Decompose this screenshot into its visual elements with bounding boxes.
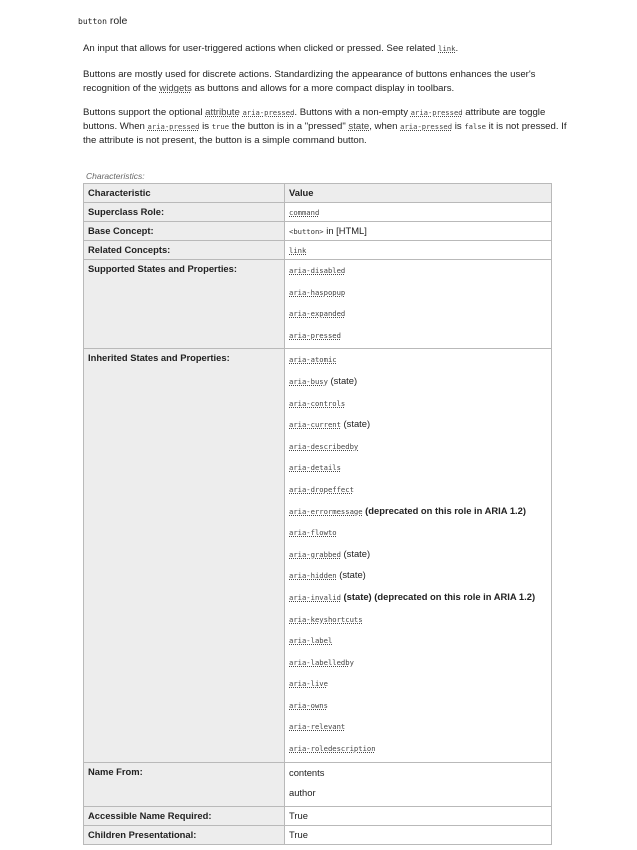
base-concept-text: in [HTML] bbox=[323, 225, 367, 236]
list-item bbox=[289, 371, 547, 393]
property-code: aria-keyshortcuts bbox=[289, 614, 363, 624]
buttons-usage-paragraph bbox=[83, 68, 568, 96]
list-item bbox=[289, 630, 547, 652]
para3-text: the button is in a "pressed" bbox=[229, 120, 349, 132]
row-value-inherited bbox=[285, 349, 552, 762]
property-link[interactable] bbox=[289, 656, 354, 667]
column-header-characteristic: Characteristic bbox=[84, 184, 285, 203]
para3-text: is bbox=[199, 120, 212, 132]
table-row bbox=[84, 203, 552, 222]
list-item bbox=[289, 393, 547, 415]
row-label-supported: Supported States and Properties: bbox=[84, 260, 285, 349]
table-row bbox=[84, 806, 552, 825]
column-header-value: Value bbox=[285, 184, 552, 203]
property-link[interactable] bbox=[289, 440, 358, 451]
row-label-related: Related Concepts: bbox=[84, 241, 285, 260]
table-header-row bbox=[84, 184, 552, 203]
property-code: aria-flowto bbox=[289, 528, 337, 538]
property-code: aria-busy bbox=[289, 376, 328, 386]
property-code: aria-labelledby bbox=[289, 657, 354, 667]
property-link[interactable] bbox=[289, 677, 328, 688]
list-item bbox=[289, 522, 547, 544]
table-row bbox=[84, 222, 552, 241]
property-note: (state) bbox=[340, 547, 371, 559]
row-value-superclass bbox=[285, 203, 552, 222]
property-link[interactable] bbox=[289, 634, 332, 645]
property-link[interactable] bbox=[289, 526, 337, 537]
table-caption: Characteristics: bbox=[86, 171, 145, 181]
row-value-name-from bbox=[285, 762, 552, 806]
list-item bbox=[289, 565, 547, 587]
list-item bbox=[289, 652, 547, 674]
property-link[interactable] bbox=[289, 286, 345, 297]
list-item bbox=[289, 260, 547, 282]
list-item bbox=[289, 544, 547, 566]
para3-text: Buttons support the optional bbox=[83, 107, 206, 118]
link-role-link[interactable] bbox=[438, 43, 455, 54]
aria-pressed-link[interactable] bbox=[148, 121, 200, 132]
list-item bbox=[289, 414, 547, 436]
property-note: (state) bbox=[340, 418, 371, 430]
property-link[interactable] bbox=[289, 505, 363, 516]
property-link[interactable] bbox=[289, 329, 341, 340]
property-code: aria-haspopup bbox=[289, 287, 346, 297]
list-item bbox=[289, 609, 547, 631]
property-code: aria-hidden bbox=[289, 571, 337, 581]
related-link-role[interactable] bbox=[289, 244, 306, 255]
property-code: aria-relevant bbox=[289, 722, 346, 732]
property-link[interactable] bbox=[289, 591, 341, 602]
link-code: link bbox=[289, 246, 307, 255]
property-note: (deprecated on this role in ARIA 1.2) bbox=[362, 504, 526, 516]
property-code: aria-owns bbox=[289, 700, 328, 710]
list-item bbox=[289, 436, 547, 458]
property-code: aria-describedby bbox=[289, 441, 359, 451]
aria-pressed-code: aria-pressed bbox=[242, 108, 295, 117]
row-label-base-concept: Base Concept: bbox=[84, 222, 285, 241]
property-code: aria-current bbox=[289, 420, 341, 430]
title-code: button bbox=[78, 17, 107, 26]
row-value-children-presentational: True bbox=[285, 825, 552, 844]
property-link[interactable] bbox=[289, 569, 337, 580]
property-code: aria-roledescription bbox=[289, 744, 376, 754]
property-code: aria-controls bbox=[289, 398, 346, 408]
property-link[interactable] bbox=[289, 483, 354, 494]
state-link[interactable]: state bbox=[348, 120, 370, 132]
list-item bbox=[289, 738, 547, 760]
table-row bbox=[84, 349, 552, 762]
link-role-code: link bbox=[438, 44, 456, 53]
row-label-children-presentational: Children Presentational: bbox=[84, 825, 285, 844]
property-code: aria-invalid bbox=[289, 592, 341, 602]
property-code: aria-expanded bbox=[289, 309, 346, 319]
aria-pressed-code: aria-pressed bbox=[147, 121, 200, 131]
row-value-related bbox=[285, 241, 552, 260]
property-code: aria-details bbox=[289, 463, 341, 473]
characteristics-table bbox=[83, 183, 552, 845]
intro-text: An input that allows for user-triggered actions when clicked or pressed. See related bbox=[83, 43, 439, 54]
property-link[interactable] bbox=[289, 375, 328, 386]
property-link[interactable] bbox=[289, 742, 376, 753]
list-item bbox=[289, 695, 547, 717]
para3-text: it is not pressed. If the attribute is not present, the button is a simple command button. bbox=[83, 120, 567, 146]
property-link[interactable] bbox=[289, 720, 345, 731]
property-code: aria-dropeffect bbox=[289, 484, 354, 494]
para3-text: . Buttons with a non-empty bbox=[294, 107, 411, 118]
table-row bbox=[84, 825, 552, 844]
command-code: command bbox=[289, 208, 320, 217]
false-code: false bbox=[464, 121, 486, 131]
page-title bbox=[78, 14, 127, 29]
table-row bbox=[84, 260, 552, 349]
property-code: aria-errormessage bbox=[289, 506, 363, 516]
row-label-superclass: Superclass Role: bbox=[84, 203, 285, 222]
table-row bbox=[84, 762, 552, 806]
intro-end: . bbox=[455, 43, 459, 54]
widgets-link[interactable]: widgets bbox=[159, 82, 192, 94]
property-code: aria-label bbox=[289, 636, 333, 646]
aria-pressed-code: aria-pressed bbox=[400, 121, 453, 131]
property-code: aria-atomic bbox=[289, 355, 337, 365]
property-code: aria-pressed bbox=[289, 330, 341, 340]
property-note: (state) bbox=[336, 569, 366, 581]
para3-text: , when bbox=[369, 120, 401, 132]
property-code: aria-grabbed bbox=[289, 549, 341, 559]
button-element-code: <button> bbox=[289, 227, 324, 236]
list-item bbox=[289, 349, 547, 371]
list-item bbox=[289, 716, 547, 738]
aria-pressed-link[interactable] bbox=[242, 107, 294, 118]
command-role-link[interactable] bbox=[289, 206, 319, 217]
property-link[interactable] bbox=[289, 418, 341, 429]
list-item bbox=[289, 325, 547, 347]
property-link[interactable] bbox=[289, 699, 328, 710]
list-item bbox=[289, 479, 547, 501]
property-link[interactable] bbox=[289, 548, 341, 559]
property-link[interactable] bbox=[289, 461, 341, 472]
aria-pressed-link[interactable] bbox=[411, 107, 463, 118]
property-code: aria-disabled bbox=[289, 266, 346, 275]
para3-text: attribute are toggle buttons. When bbox=[83, 107, 546, 132]
list-item bbox=[289, 501, 547, 523]
property-note: (state) (deprecated on this role in ARIA 1.2) bbox=[340, 590, 536, 602]
list-item bbox=[289, 282, 547, 304]
intro-paragraph bbox=[83, 42, 568, 56]
aria-pressed-code: aria-pressed bbox=[410, 108, 463, 117]
row-value-supported bbox=[285, 260, 552, 349]
property-code: aria-live bbox=[289, 679, 328, 689]
row-label-name-from: Name From: bbox=[84, 762, 285, 806]
pressed-paragraph bbox=[83, 106, 568, 148]
list-item: contents bbox=[289, 766, 325, 778]
para3-text: is bbox=[452, 120, 465, 132]
property-link[interactable] bbox=[289, 613, 363, 624]
property-link[interactable] bbox=[289, 307, 345, 318]
para2-text-2: as buttons and allows for a more compact display in toolbars. bbox=[191, 82, 455, 94]
property-link[interactable] bbox=[289, 397, 345, 408]
row-value-name-required: True bbox=[285, 806, 552, 825]
list-item bbox=[289, 673, 547, 695]
row-label-inherited: Inherited States and Properties: bbox=[84, 349, 285, 762]
list-item: author bbox=[289, 787, 316, 799]
property-link[interactable] bbox=[289, 353, 337, 364]
para2-text-1: Buttons are mostly used for discrete actions. Standardizing the appearance of buttons enhances the user's recognition of the bbox=[83, 69, 536, 94]
row-label-name-required: Accessible Name Required: bbox=[84, 806, 285, 825]
aria-pressed-link[interactable] bbox=[400, 121, 452, 132]
list-item bbox=[289, 303, 547, 325]
attribute-link[interactable]: attribute bbox=[205, 107, 240, 118]
row-value-base-concept bbox=[285, 222, 552, 241]
list-item bbox=[289, 587, 547, 609]
true-code: true bbox=[211, 121, 230, 131]
list-item bbox=[289, 457, 547, 479]
property-note: (state) bbox=[327, 374, 358, 386]
title-text: role bbox=[109, 15, 128, 27]
property-link[interactable] bbox=[289, 264, 345, 275]
table-row bbox=[84, 241, 552, 260]
